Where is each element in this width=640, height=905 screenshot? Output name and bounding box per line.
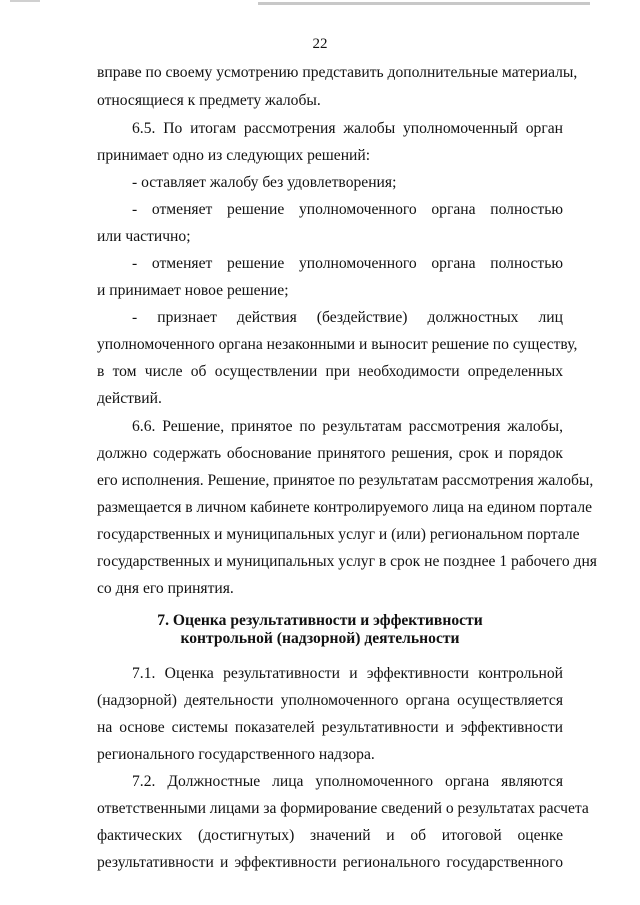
- text-line: вправе по своему усмотрению представить дополнительные материалы,: [97, 64, 578, 81]
- text-line: государственных и муниципальных услуг и (или) региональном портале: [97, 526, 580, 543]
- text-line: на основе системы показателей результативности и эффективности: [97, 719, 563, 736]
- text-line: регионального государственного надзора.: [97, 746, 375, 763]
- text-line: 6.5. По итогам рассмотрения жалобы уполномоченный орган: [132, 120, 563, 137]
- text-line: должно содержать обоснование принятого решения, срок и порядок: [97, 445, 563, 462]
- scan-top-rule: [0, 2, 640, 5]
- text-line: принимает одно из следующих решений:: [97, 147, 371, 164]
- list-item: - оставляет жалобу без удовлетворения;: [132, 174, 397, 191]
- section-heading: контрольной (надзорной) деятельности: [180, 630, 460, 647]
- text-line: относящиеся к предмету жалобы.: [97, 92, 321, 109]
- text-line: 7.2. Должностные лица уполномоченного органа являются: [132, 773, 563, 790]
- list-item: - отменяет решение уполномоченного органа полностью: [132, 255, 563, 272]
- text-line: действий.: [97, 390, 162, 407]
- page-number: 22: [312, 36, 328, 52]
- text-line: в том числе об осуществлении при необходимости определенных: [97, 363, 563, 380]
- text-line: государственных и муниципальных услуг в срок не позднее 1 рабочего дня: [97, 553, 597, 570]
- text-line: размещается в личном кабинете контролируемого лица на едином портале: [97, 499, 593, 516]
- text-line: 6.6. Решение, принятое по результатам рассмотрения жалобы,: [132, 418, 563, 435]
- list-item: - признает действия (бездействие) должностных лиц: [132, 309, 563, 326]
- text-line: результативности и эффективности регионального государственного: [97, 854, 563, 871]
- section-heading: 7. Оценка результативности и эффективности: [157, 612, 483, 629]
- list-item: - отменяет решение уполномоченного органа полностью: [132, 201, 563, 218]
- text-line: ответственными лицами за формирование сведений о результатах расчета: [97, 800, 589, 817]
- text-line: со дня его принятия.: [97, 580, 234, 597]
- text-line: 7.1. Оценка результативности и эффективности контрольной: [132, 665, 563, 682]
- text-line: или частично;: [97, 228, 191, 245]
- text-line: и принимает новое решение;: [97, 282, 289, 299]
- text-line: его исполнения. Решение, принятое по результатам рассмотрения жалобы,: [97, 472, 594, 489]
- text-line: уполномоченного органа незаконными и выносит решение по существу,: [97, 336, 578, 353]
- text-line: (надзорной) деятельности уполномоченного органа осуществляется: [97, 692, 563, 709]
- text-line: фактических (достигнутых) значений и об итоговой оценке: [97, 827, 563, 844]
